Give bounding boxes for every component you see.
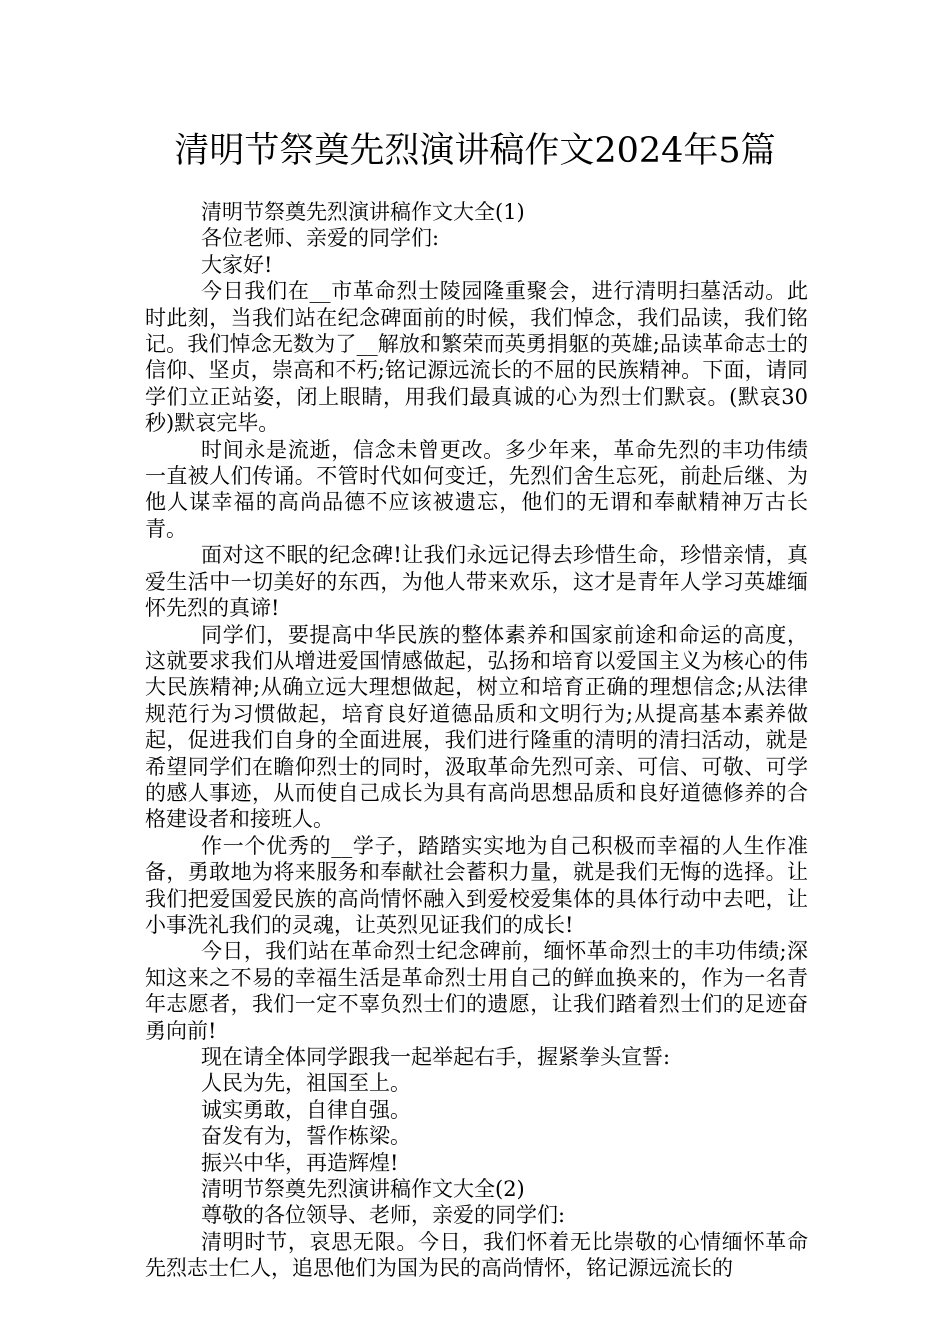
paragraph: 时间永是流逝，信念未曾更改。多少年来，革命先烈的丰功伟绩一直被人们传诵。不管时代如何变迁，先烈们舍生忘死，前赴后继、为他人谋幸福的高尚品德不应该被遗忘，他们的无谓和奉献精神万古长青。 — [145, 437, 808, 541]
section-heading-2: 清明节祭奠先烈演讲稿作文大全(2) — [201, 1177, 525, 1202]
paragraph: 作一个优秀的__学子，踏踏实实地为自己积极而幸福的人生作准备，勇敢地为将来服务和奉献社会蓄积力量，就是我们无悔的选择。让我们把爱国爱民族的高尚情怀融入到爱校爱集体的具体行动中去吧，让小事洗礼我们的灵魂，让英烈见证我们的成长! — [145, 833, 808, 937]
oath-line: 振兴中华，再造辉煌! — [201, 1150, 399, 1175]
oath-line: 奋发有为，誓作栋梁。 — [201, 1124, 411, 1149]
salutation: 各位老师、亲爱的同学们: — [201, 226, 440, 251]
paragraph: 今日，我们站在革命烈士纪念碑前，缅怀革命烈士的丰功伟绩;深知这来之不易的幸福生活是革命烈士用自己的鲜血换来的，作为一名青年志愿者，我们一定不辜负烈士们的遗愿，让我们踏着烈士们的足迹奋勇向前! — [145, 939, 808, 1043]
oath-line: 诚实勇敢，自律自强。 — [201, 1097, 411, 1122]
oath-line: 人民为先，祖国至上。 — [201, 1071, 411, 1096]
oath-intro: 现在请全体同学跟我一起举起右手，握紧拳头宣誓: — [201, 1045, 671, 1069]
paragraph: 今日我们在__市革命烈士陵园隆重聚会，进行清明扫墓活动。此时此刻，当我们站在纪念碑面前的时候，我们悼念，我们品读，我们铭记。我们悼念无数为了__解放和繁荣而英勇捐躯的英雄;品读革命志士的信仰、坚贞，崇高和不朽;铭记源远流长的不屈的民族精神。下面，请同学们立正站姿，闭上眼睛，用我们最真诚的心为烈士们默哀。(默哀30秒)默哀完毕。 — [145, 279, 808, 436]
document-body — [145, 199, 808, 1282]
greeting: 大家好! — [201, 252, 273, 277]
section-heading-1: 清明节祭奠先烈演讲稿作文大全(1) — [201, 200, 525, 224]
document-title: 清明节祭奠先烈演讲稿作文2024年5篇 — [174, 131, 776, 171]
salutation: 尊敬的各位领导、老师，亲爱的同学们: — [201, 1203, 566, 1228]
paragraph: 面对这不眠的纪念碑!让我们永远记得去珍惜生命，珍惜亲情，真爱生活中一切美好的东西，为他人带来欢乐，这才是青年人学习英雄缅怀先烈的真谛! — [145, 543, 808, 621]
paragraph: 同学们，要提高中华民族的整体素养和国家前途和命运的高度，这就要求我们从增进爱国情感做起，弘扬和培育以爱国主义为核心的伟大民族精神;从确立远大理想做起，树立和培育正确的理想信念;从法律规范行为习惯做起，培育良好道德品质和文明行为;从提高基本素养做起，促进我们自身的全面进展，我们进行隆重的清明的清扫活动，就是希望同学们在瞻仰烈士的同时，汲取革命先烈可亲、可信、可敬、可学的感人事迹，从而使自己成长为具有高尚思想品质和良好道德修养的合格建设者和接班人。 — [145, 622, 808, 832]
paragraph: 清明时节，哀思无限。今日，我们怀着无比崇敬的心情缅怀革命先烈志士仁人，追思他们为国为民的高尚情怀，铭记源远流长的 — [145, 1229, 808, 1281]
